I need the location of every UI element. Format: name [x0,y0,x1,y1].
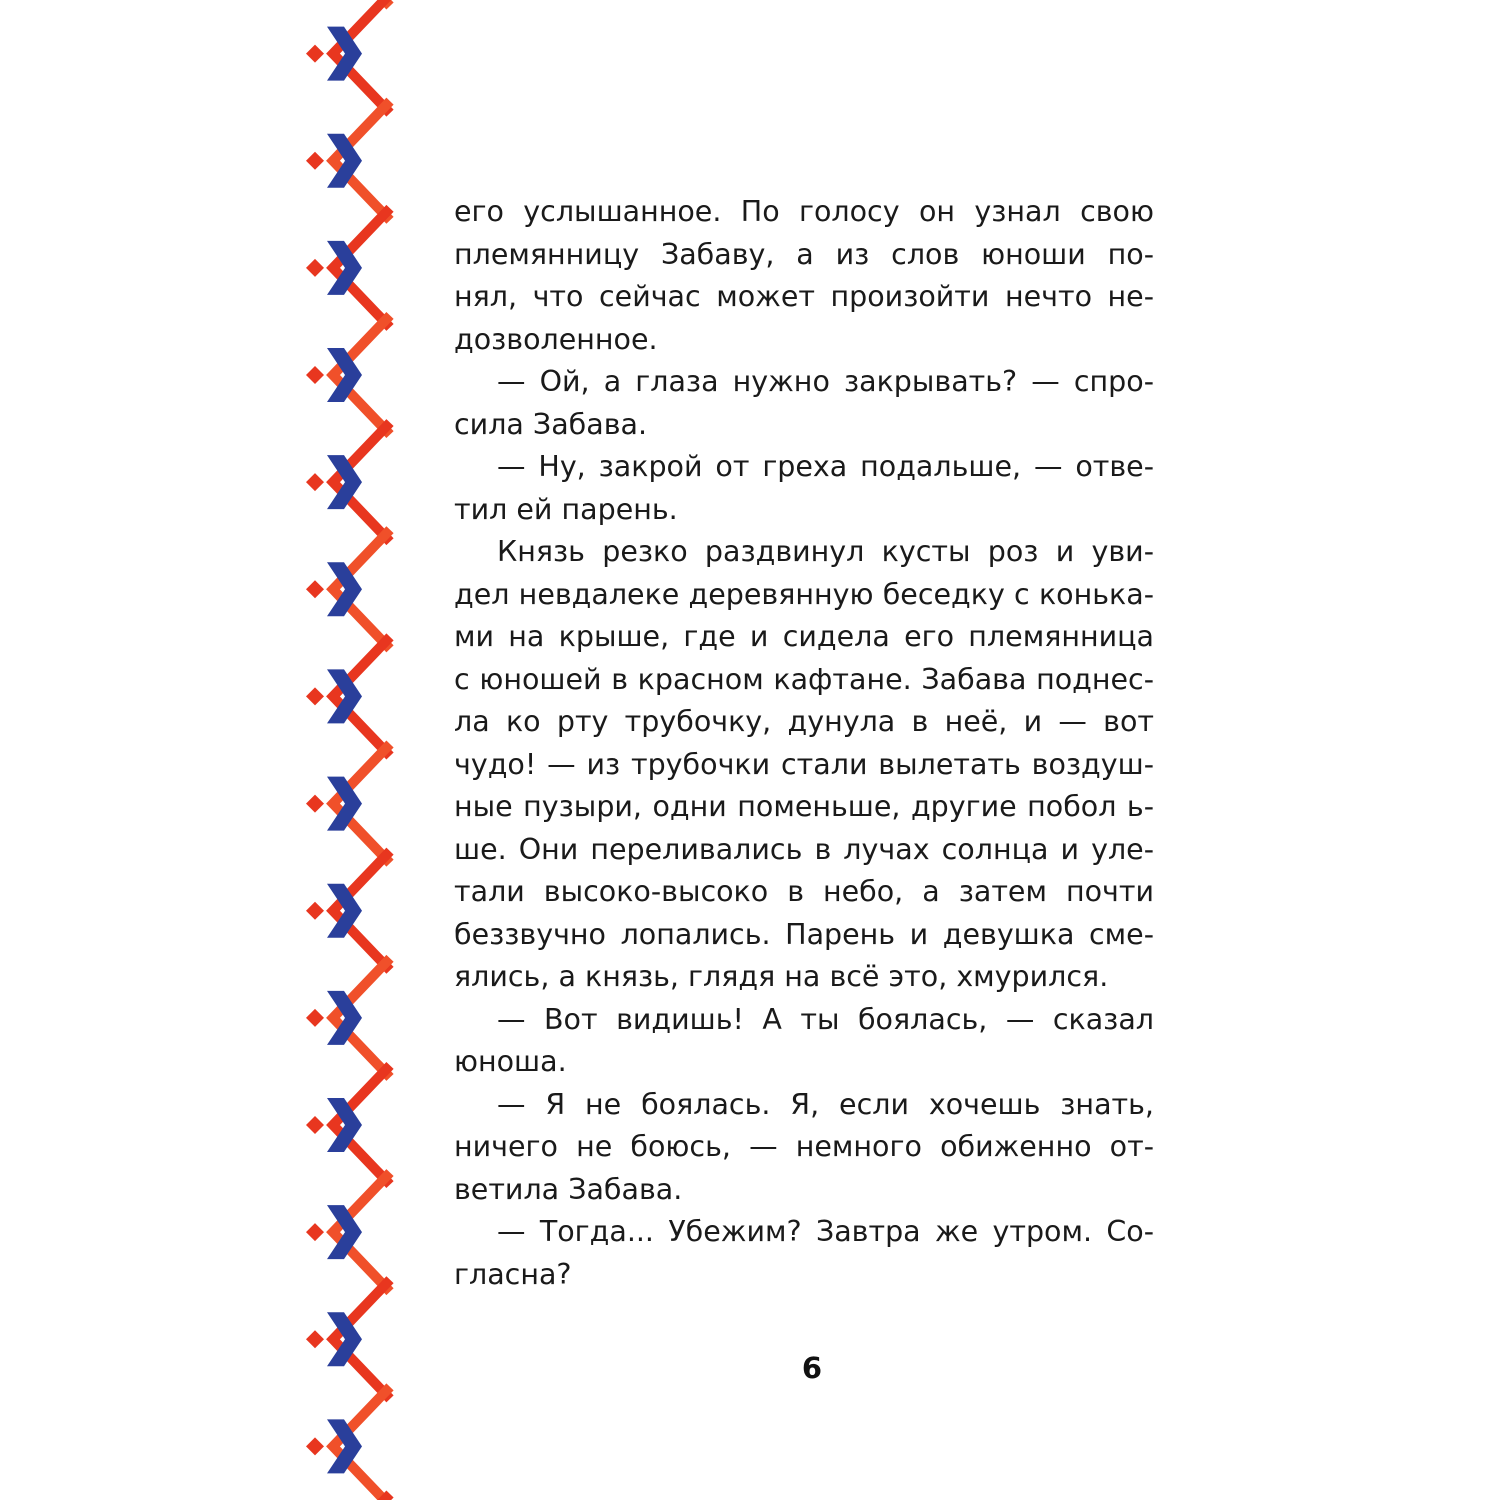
text-line: — Я не боялась. Я, если хочешь знать, [497,1087,1154,1121]
text-line: ше. Они переливались в лучах солнца и уле- [454,832,1154,866]
text-line: дозволенное. [454,322,658,356]
text-line: — Ну, закрой от греха подальше, — отве- [497,450,1154,483]
text-line: его услышанное. По голосу он узнал свою [454,195,1154,228]
text-line: нял, что сейчас может произойти нечто не- [454,280,1154,313]
red-diamond-icon [306,580,324,598]
text-line: ялись, а князь, глядя на всё это, хмурился. [454,960,1109,993]
red-diamond-icon [306,473,324,491]
text-line: с юношей в красном кафтане. Забава поднес- [454,662,1154,696]
text-line: тали высоко-высоко в небо, а затем почти [454,875,1154,908]
red-chevron-icon [333,1387,390,1500]
text-line: — Вот видишь! А ты боялась, — сказал [497,1002,1154,1036]
text-line: ничего не боюсь, — немного обиженно от- [454,1130,1154,1163]
red-diamond-icon [306,687,324,705]
text-line: ми на крыше, где и сидела его племянница [454,620,1154,653]
red-chevron-icon [333,0,390,113]
text-line: тил ей парень. [454,492,678,526]
text-line: ные пузыри, одни поменьше, другие побол ь- [454,790,1154,823]
text-line: беззвучно лопались. Парень и девушка сме- [454,917,1154,951]
text-line: сила Забава. [454,407,648,441]
text-line: дел невдалеке деревянную беседку с конька- [454,577,1154,611]
text-line: гласна? [454,1257,572,1291]
text-line: чудо! — из трубочки стали вылетать воздуш- [454,747,1154,781]
red-diamond-icon [306,1437,324,1455]
text-line: Князь резко раздвинул кусты роз и уви- [497,535,1154,568]
red-diamond-icon [306,1116,324,1134]
red-diamond-icon [306,152,324,170]
red-diamond-icon [306,366,324,384]
text-line: юноша. [454,1045,567,1078]
red-diamond-icon [306,902,324,920]
text-line: ла ко рту трубочку, дунула в неё, и — вот [454,705,1154,738]
text-line: — Ой, а глаза нужно закрывать? — спро- [497,365,1154,398]
text-line: ветила Забава. [454,1172,683,1206]
red-diamond-icon [306,259,324,277]
text-line: — Тогда... Убежим? Завтра же утром. Со- [497,1215,1154,1248]
red-diamond-icon [306,795,324,813]
red-diamond-icon [306,1330,324,1348]
red-diamond-icon [306,1223,324,1241]
text-line: племянницу Забаву, а из слов юноши по- [454,237,1154,271]
page-number: 6 [801,1351,823,1385]
red-diamond-icon [306,1009,324,1027]
red-diamond-icon [306,45,324,63]
